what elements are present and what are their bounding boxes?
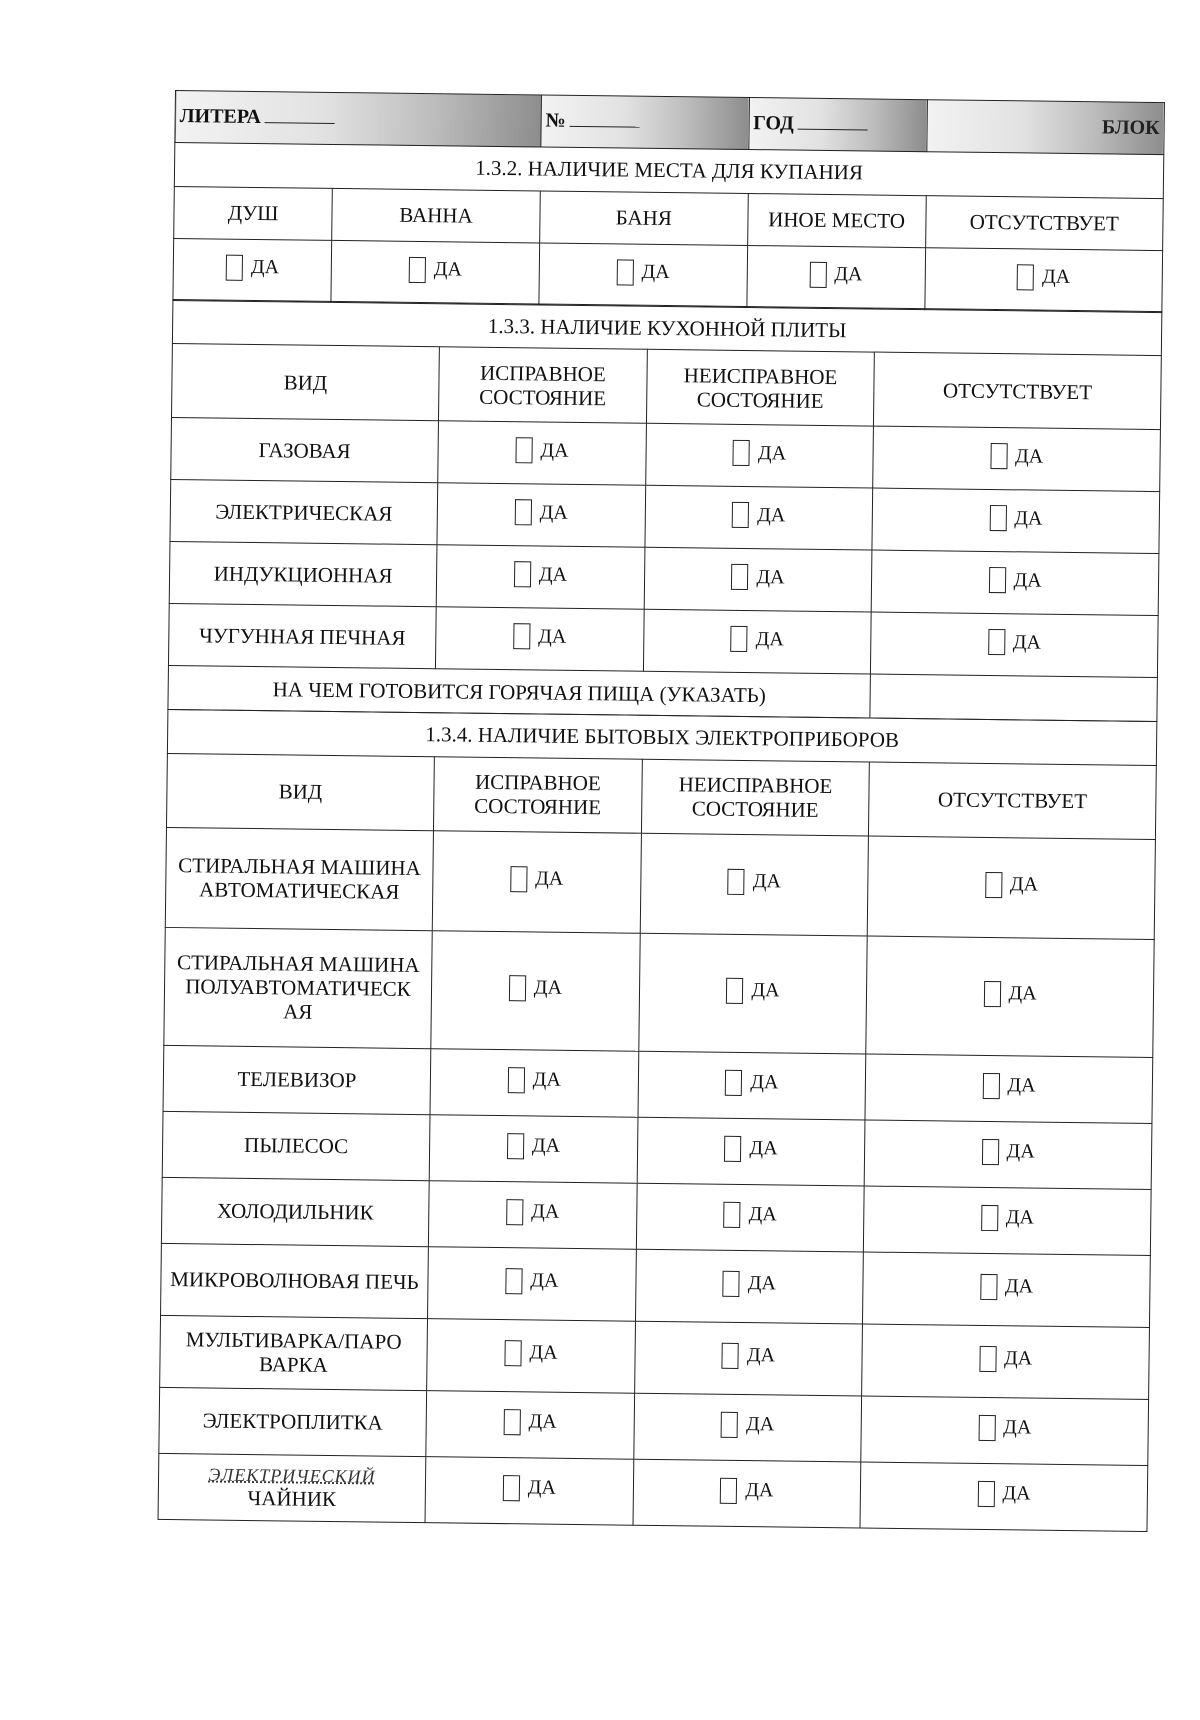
checkbox-icon [981,1139,998,1165]
appl-row-label: ХОЛОДИЛЬНИК [161,1177,429,1246]
hot-food-answer-field[interactable] [870,674,1157,722]
appl-row-multicooker [160,1315,1150,1399]
checkbox-icon [721,1412,738,1438]
checkbox-banya[interactable]: ДА [616,259,669,286]
appl-row-label [158,1453,426,1522]
checkbox-icon [515,438,532,464]
checkbox-tv-absent[interactable]: ДА [982,1073,1035,1100]
checkbox-icon [732,502,749,528]
stove-table [167,299,1162,722]
checkbox-icon [724,1136,741,1162]
checkbox-hotplate-broken[interactable]: ДА [721,1412,774,1439]
checkbox-induction-broken[interactable]: ДА [731,564,784,591]
stove-col-type: ВИД [171,344,439,421]
checkbox-icon [988,629,1005,655]
checkbox-gas-working[interactable]: ДА [515,438,568,465]
checkbox-icon [985,872,1002,898]
block-field[interactable]: БЛОК [926,100,1164,155]
appliances-table [158,709,1158,1532]
col-banya: БАНЯ [540,191,748,246]
checkbox-induction-absent[interactable]: ДА [988,567,1041,594]
stove-col-broken: НЕИСПРАВНОЕ СОСТОЯНИЕ [646,350,874,427]
appl-row-washer-semi [164,927,1154,1057]
checkbox-hotplate-absent[interactable]: ДА [978,1415,1031,1442]
checkbox-washer-auto-absent[interactable]: ДА [985,872,1038,899]
checkbox-icon [733,440,750,466]
checkbox-icon [724,1202,741,1228]
stove-row-label: ГАЗОВАЯ [171,418,439,483]
appl-col-working: ИСПРАВНОЕ СОСТОЯНИЕ [433,757,642,834]
checkbox-icon [226,255,243,281]
checkbox-hotplate-working[interactable]: ДА [503,1409,556,1436]
appl-row-washer-auto [165,827,1155,939]
kettle-label-line1: ЭЛЕКТРИЧЕСКИЙ [208,1464,376,1487]
checkbox-icon [978,1415,995,1441]
checkbox-kettle-broken[interactable]: ДА [720,1478,773,1505]
checkbox-induction-working[interactable]: ДА [514,562,567,589]
checkbox-icon [977,1481,994,1507]
kettle-label-line2: ЧАЙНИК [247,1485,337,1511]
checkbox-tv-broken[interactable]: ДА [725,1070,778,1097]
appl-row-hotplate [159,1387,1149,1465]
checkbox-vacuum-broken[interactable]: ДА [724,1136,777,1163]
checkbox-shower[interactable]: ДА [226,255,279,282]
year-field[interactable]: ГОД [748,98,927,152]
appl-col-type: ВИД [166,753,434,830]
checkbox-multicooker-broken[interactable]: ДА [722,1343,775,1370]
checkbox-icon [723,1271,740,1297]
checkbox-fridge-broken[interactable]: ДА [724,1202,777,1229]
litera-field[interactable]: ЛИТЕРА [175,91,542,147]
checkbox-gas-absent[interactable]: ДА [990,443,1043,470]
checkbox-icon [981,1205,998,1231]
appl-row-label: СТИРАЛЬНАЯ МАШИНА АВТОМАТИЧЕСКАЯ [165,827,433,930]
checkbox-icon [515,500,532,526]
checkbox-icon [722,1343,739,1369]
checkbox-icon [979,1346,996,1372]
checkbox-washer-auto-broken[interactable]: ДА [728,869,781,896]
stove-title: 1.3.3. НАЛИЧИЕ КУХОННОЙ ПЛИТЫ [172,300,1161,356]
stove-row-label: ЧУГУННАЯ ПЕЧНАЯ [168,604,436,669]
checkbox-icon [506,1199,523,1225]
survey-form [158,90,1165,1532]
bathing-table [172,90,1165,313]
checkbox-icon [504,1340,521,1366]
checkbox-castiron-broken[interactable]: ДА [731,626,784,653]
checkbox-electric-working[interactable]: ДА [515,500,568,527]
checkbox-multicooker-absent[interactable]: ДА [979,1346,1032,1373]
checkbox-microwave-working[interactable]: ДА [505,1268,558,1295]
checkbox-gas-broken[interactable]: ДА [733,440,786,467]
checkbox-washer-semi-broken[interactable]: ДА [726,978,779,1005]
checkbox-icon [980,1274,997,1300]
checkbox-kettle-working[interactable]: ДА [503,1475,556,1502]
checkbox-icon [990,443,1007,469]
checkbox-electric-absent[interactable]: ДА [989,505,1042,532]
checkbox-washer-semi-working[interactable]: ДА [509,975,562,1002]
checkbox-microwave-absent[interactable]: ДА [980,1274,1033,1301]
checkbox-icon [510,866,527,892]
checkbox-icon [988,567,1005,593]
bathing-title: 1.3.2. НАЛИЧИЕ МЕСТА ДЛЯ КУПАНИЯ [174,143,1163,199]
checkbox-icon [513,624,530,650]
appl-row-microwave [161,1243,1151,1327]
checkbox-icon [507,1133,524,1159]
checkbox-icon [726,978,743,1004]
checkbox-icon [728,869,745,895]
checkbox-bath[interactable]: ДА [409,257,462,284]
checkbox-icon [725,1070,742,1096]
checkbox-icon [508,1067,525,1093]
checkbox-washer-semi-absent[interactable]: ДА [983,981,1036,1008]
number-field[interactable]: № [541,95,749,150]
checkbox-fridge-working[interactable]: ДА [506,1199,559,1226]
col-bath: ВАННА [332,188,540,243]
hot-food-question: НА ЧЕМ ГОТОВИТСЯ ГОРЯЧАЯ ПИЩА (УКАЗАТЬ) [168,666,871,719]
checkbox-washer-auto-working[interactable]: ДА [510,866,563,893]
checkbox-bathing-absent[interactable]: ДА [1017,264,1070,291]
checkbox-castiron-working[interactable]: ДА [513,624,566,651]
stove-col-working: ИСПРАВНОЕ СОСТОЯНИЕ [438,347,647,424]
checkbox-icon [720,1478,737,1504]
checkbox-icon [809,262,826,288]
checkbox-icon [505,1268,522,1294]
appl-col-broken: НЕИСПРАВНОЕ СОСТОЯНИЕ [641,759,869,836]
appl-row-label: МИКРОВОЛНОВАЯ ПЕЧЬ [161,1243,429,1318]
checkbox-icon [503,1475,520,1501]
stove-row-label: ЭЛЕКТРИЧЕСКАЯ [170,480,438,545]
checkbox-icon [514,562,531,588]
checkbox-icon [982,1073,999,1099]
checkbox-other-place[interactable]: ДА [809,262,862,289]
appl-row-fridge [161,1177,1151,1255]
checkbox-vacuum-working[interactable]: ДА [507,1133,560,1160]
appl-row-label: МУЛЬТИВАРКА/ПАРО ВАРКА [160,1315,428,1390]
checkbox-icon [983,981,1000,1007]
checkbox-fridge-absent[interactable]: ДА [981,1205,1034,1232]
appl-row-label: СТИРАЛЬНАЯ МАШИНА ПОЛУАВТОМАТИЧЕСК АЯ [164,927,432,1048]
checkbox-vacuum-absent[interactable]: ДА [981,1139,1034,1166]
col-absent: ОТСУТСТВУЕТ [925,196,1163,251]
appl-row-label: ТЕЛЕВИЗОР [163,1045,431,1114]
checkbox-icon [503,1409,520,1435]
checkbox-microwave-broken[interactable]: ДА [723,1271,776,1298]
checkbox-icon [509,975,526,1001]
appl-row-label: ПЫЛЕСОС [162,1111,430,1180]
appl-row-label: ЭЛЕКТРОПЛИТКА [159,1387,427,1456]
appl-col-absent: ОТСУТСТВУЕТ [869,762,1157,839]
checkbox-multicooker-working[interactable]: ДА [504,1340,557,1367]
checkbox-icon [409,257,426,283]
stove-col-absent: ОТСУТСТВУЕТ [874,352,1162,429]
checkbox-icon [731,626,748,652]
col-shower: ДУШ [174,186,333,240]
checkbox-icon [1017,264,1034,290]
appliances-title: 1.3.4. НАЛИЧИЕ БЫТОВЫХ ЭЛЕКТРОПРИБОРОВ [167,709,1156,765]
appl-row-vacuum [162,1111,1152,1189]
col-other-place: ИНОЕ МЕСТО [747,194,926,248]
checkbox-tv-working[interactable]: ДА [508,1067,561,1094]
checkbox-icon [731,564,748,590]
checkbox-castiron-absent[interactable]: ДА [988,629,1041,656]
appl-row-tv [163,1045,1153,1123]
checkbox-electric-broken[interactable]: ДА [732,502,785,529]
checkbox-kettle-absent[interactable]: ДА [977,1481,1030,1508]
checkbox-icon [616,259,633,285]
stove-row-label: ИНДУКЦИОННАЯ [169,542,437,607]
checkbox-icon [989,505,1006,531]
appl-row-kettle [158,1453,1148,1531]
